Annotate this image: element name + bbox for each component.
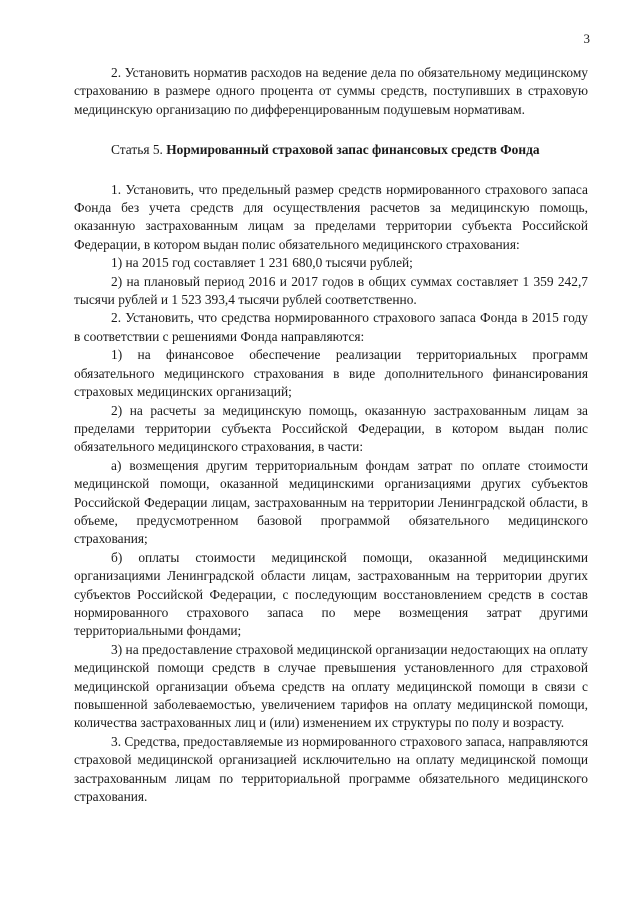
paragraph-direction-3: 3) на предоставление страховой медицинской организации недостающих на оплату медицинской помощи средств в случае превышения установленного для страховой медицинской организации объема средств на оплату медицинской помощи в связи с повышенной заболеваемостью, увеличением тарифов на оплату медицинской помощи, количества застрахованных лиц и (или) изменением их структуры по полу и возрасту.: [74, 641, 588, 731]
document-body: [74, 64, 588, 806]
article-heading: [74, 141, 588, 159]
page-number: 3: [583, 31, 590, 46]
article-title: Нормированный страховой запас финансовых средств Фонда: [166, 142, 540, 158]
paragraph-direction-2: 2) на расчеты за медицинскую помощь, оказанную застрахованным лицам за пределами территории субъекта Российской Федерации, в котором выдан полис обязательного медицинского страхования, в части:: [74, 402, 588, 455]
paragraph-subitem-b: б) оплаты стоимости медицинской помощи, оказанной медицинскими организациями Ленинградской области лицам, застрахованным на территории других субъектов Российской Федерации, с последующим восстановлением средств в состав нормированного страхового запаса по мере возмещения затрат другими территориальными фондами;: [74, 549, 588, 639]
paragraph-subitem-a: а) возмещения другим территориальным фондам затрат по оплате стоимости медицинской помощи, оказанной медицинскими организациями других субъектов Российской Федерации лицам, застрахованным на территории Ленинградской области, в объеме, предусмотренном базовой программой обязательного медицинского страхования;: [74, 457, 588, 547]
paragraph-directions: 2. Установить, что средства нормированного страхового запаса Фонда в 2015 году в соответствии с решениями Фонда направляются:: [74, 310, 588, 344]
paragraph-limit: 1. Установить, что предельный размер средств нормированного страхового запаса Фонда без учета средств для осуществления расчетов за медицинскую помощь, оказанную застрахованным лицам за пределами территории субъекта Российской Федерации, в котором выдан полис обязательного медицинского страхования:: [74, 181, 588, 252]
article-prefix: Статья 5.: [111, 142, 163, 158]
paragraph-planning-period: 2) на плановый период 2016 и 2017 годов в общих суммах составляет 1 359 242,7 тысячи рублей и 1 523 393,4 тысячи рублей соответственно.: [74, 273, 588, 308]
paragraph-2015: 1) на 2015 год составляет 1 231 680,0 тысячи рублей;: [111, 255, 413, 271]
paragraph-funds-usage: 3. Средства, предоставляемые из нормированного страхового запаса, направляются страховой медицинской организацией исключительно на оплату медицинской помощи застрахованным лицам по территориальной программе обязательного медицинского страхования.: [74, 733, 588, 805]
paragraph-direction-1: 1) на финансовое обеспечение реализации территориальных программ обязательного медицинского страхования в виде дополнительного финансирования страховых медицинских организаций;: [74, 347, 588, 400]
intro-paragraph: 2. Установить норматив расходов на ведение дела по обязательному медицинскому страхованию в размере одного процента от суммы средств, поступивших в страховую медицинскую организацию по дифференцированным подушевым нормативам.: [74, 65, 588, 117]
